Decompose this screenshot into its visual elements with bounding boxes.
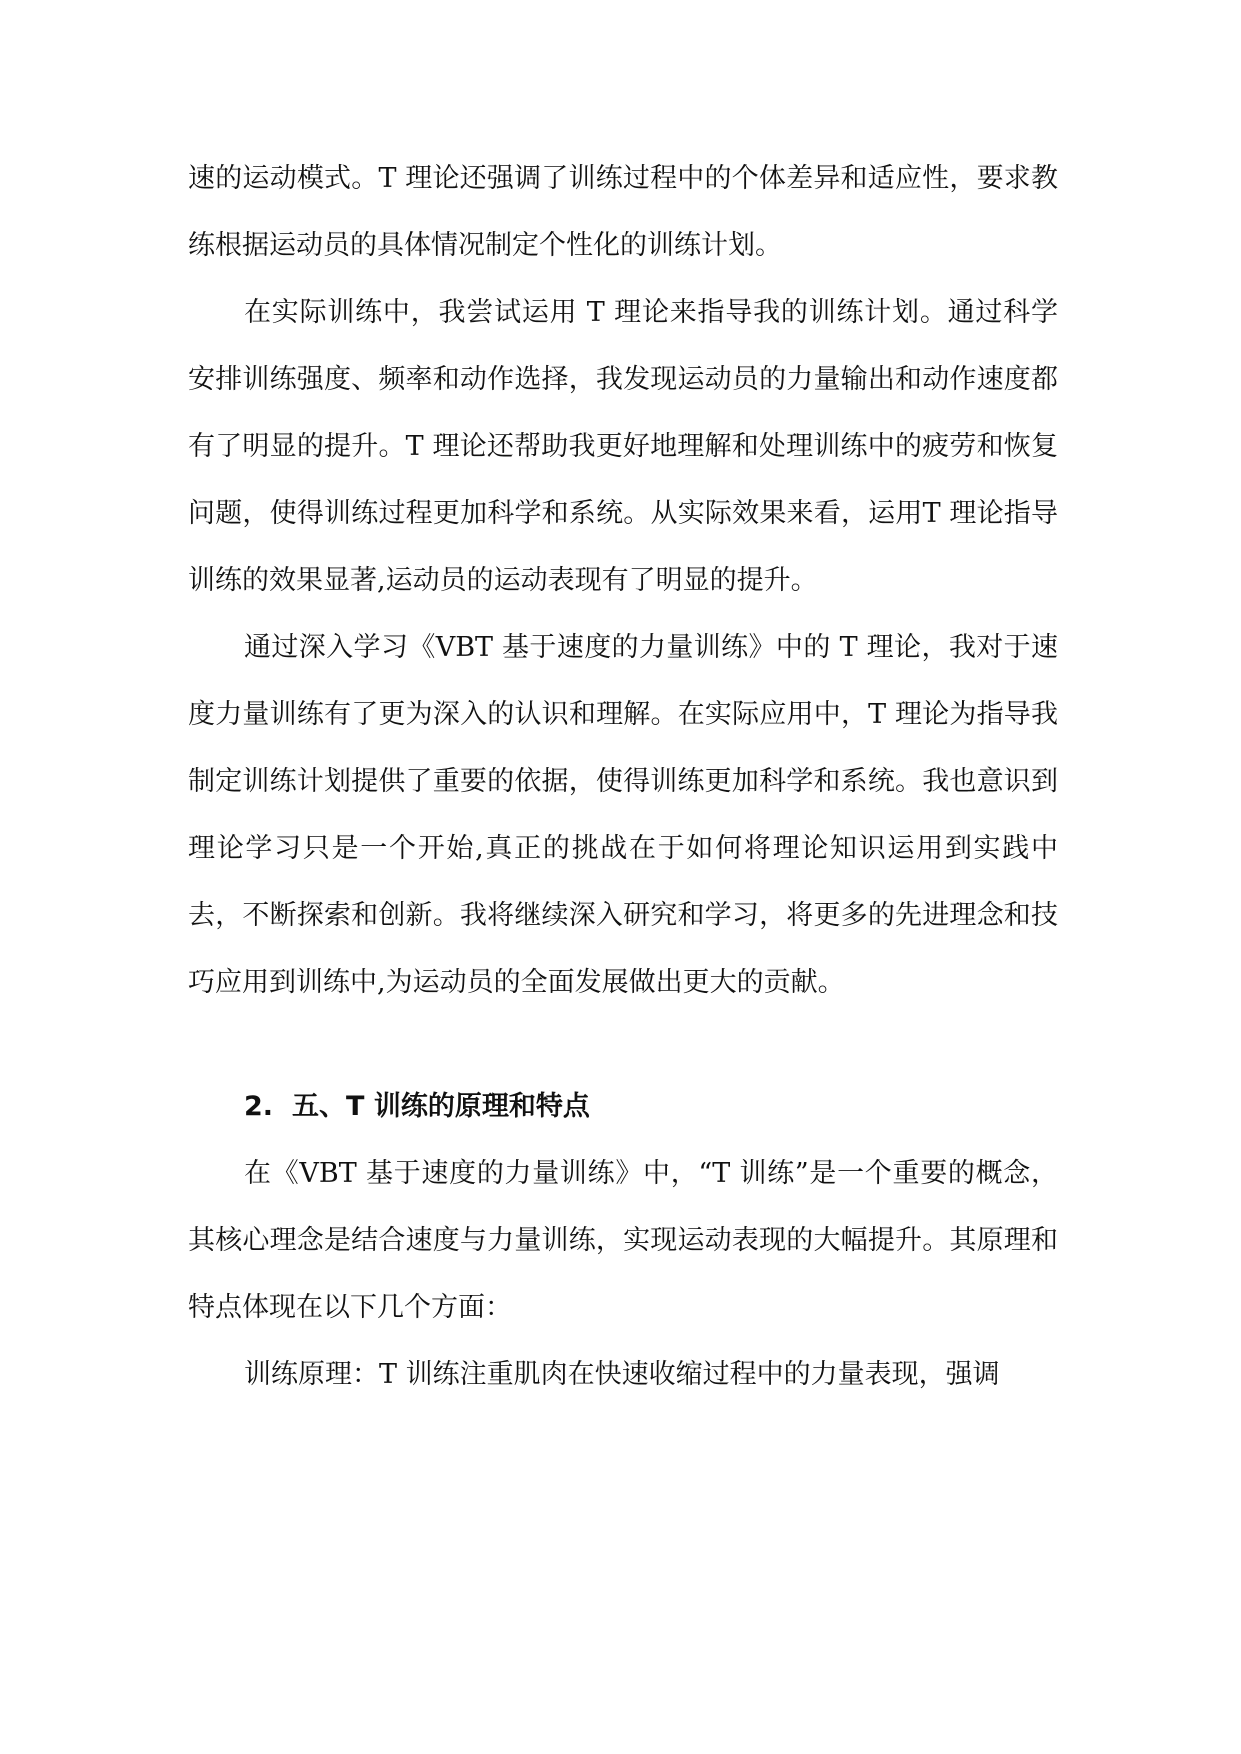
paragraph-continuation: 速的运动模式。T 理论还强调了训练过程中的个体差异和适应性，要求教练根据运动员的具体情况制定个性化的训练计划。 <box>188 163 1058 261</box>
section-heading-title: 五、T 训练的原理和特点 <box>292 1091 590 1122</box>
section-heading <box>188 1073 1058 1140</box>
document-body <box>188 145 1058 1408</box>
paragraph-reflection: 通过深入学习《VBT 基于速度的力量训练》中的 T 理论，我对于速度力量训练有了更为深入的认识和理解。在实际应用中，T 理论为指导我制定训练计划提供了重要的依据，使得训练更加科学和系统。我也意识到理论学习只是一个开始,真正的挑战在于如何将理论知识运用到实践中去，不断探索和创新。我将继续深入研究和学习，将更多的先进理念和技巧应用到训练中,为运动员的全面发展做出更大的贡献。 <box>188 632 1058 998</box>
paragraph-training-principle: 训练原理：T 训练注重肌肉在快速收缩过程中的力量表现，强调 <box>244 1359 1000 1390</box>
paragraph-t-training-intro: 在《VBT 基于速度的力量训练》中，“T 训练”是一个重要的概念，其核心理念是结合速度与力量训练，实现运动表现的大幅提升。其原理和特点体现在以下几个方面： <box>188 1158 1058 1323</box>
section-heading-number: 2. <box>244 1091 274 1122</box>
paragraph-practice: 在实际训练中，我尝试运用 T 理论来指导我的训练计划。通过科学安排训练强度、频率和动作选择，我发现运动员的力量输出和动作速度都有了明显的提升。T 理论还帮助我更好地理解和处理训练中的疲劳和恢复问题，使得训练过程更加科学和系统。从实际效果来看，运用T 理论指导训练的效果显著,运动员的运动表现有了明显的提升。 <box>188 297 1058 596</box>
